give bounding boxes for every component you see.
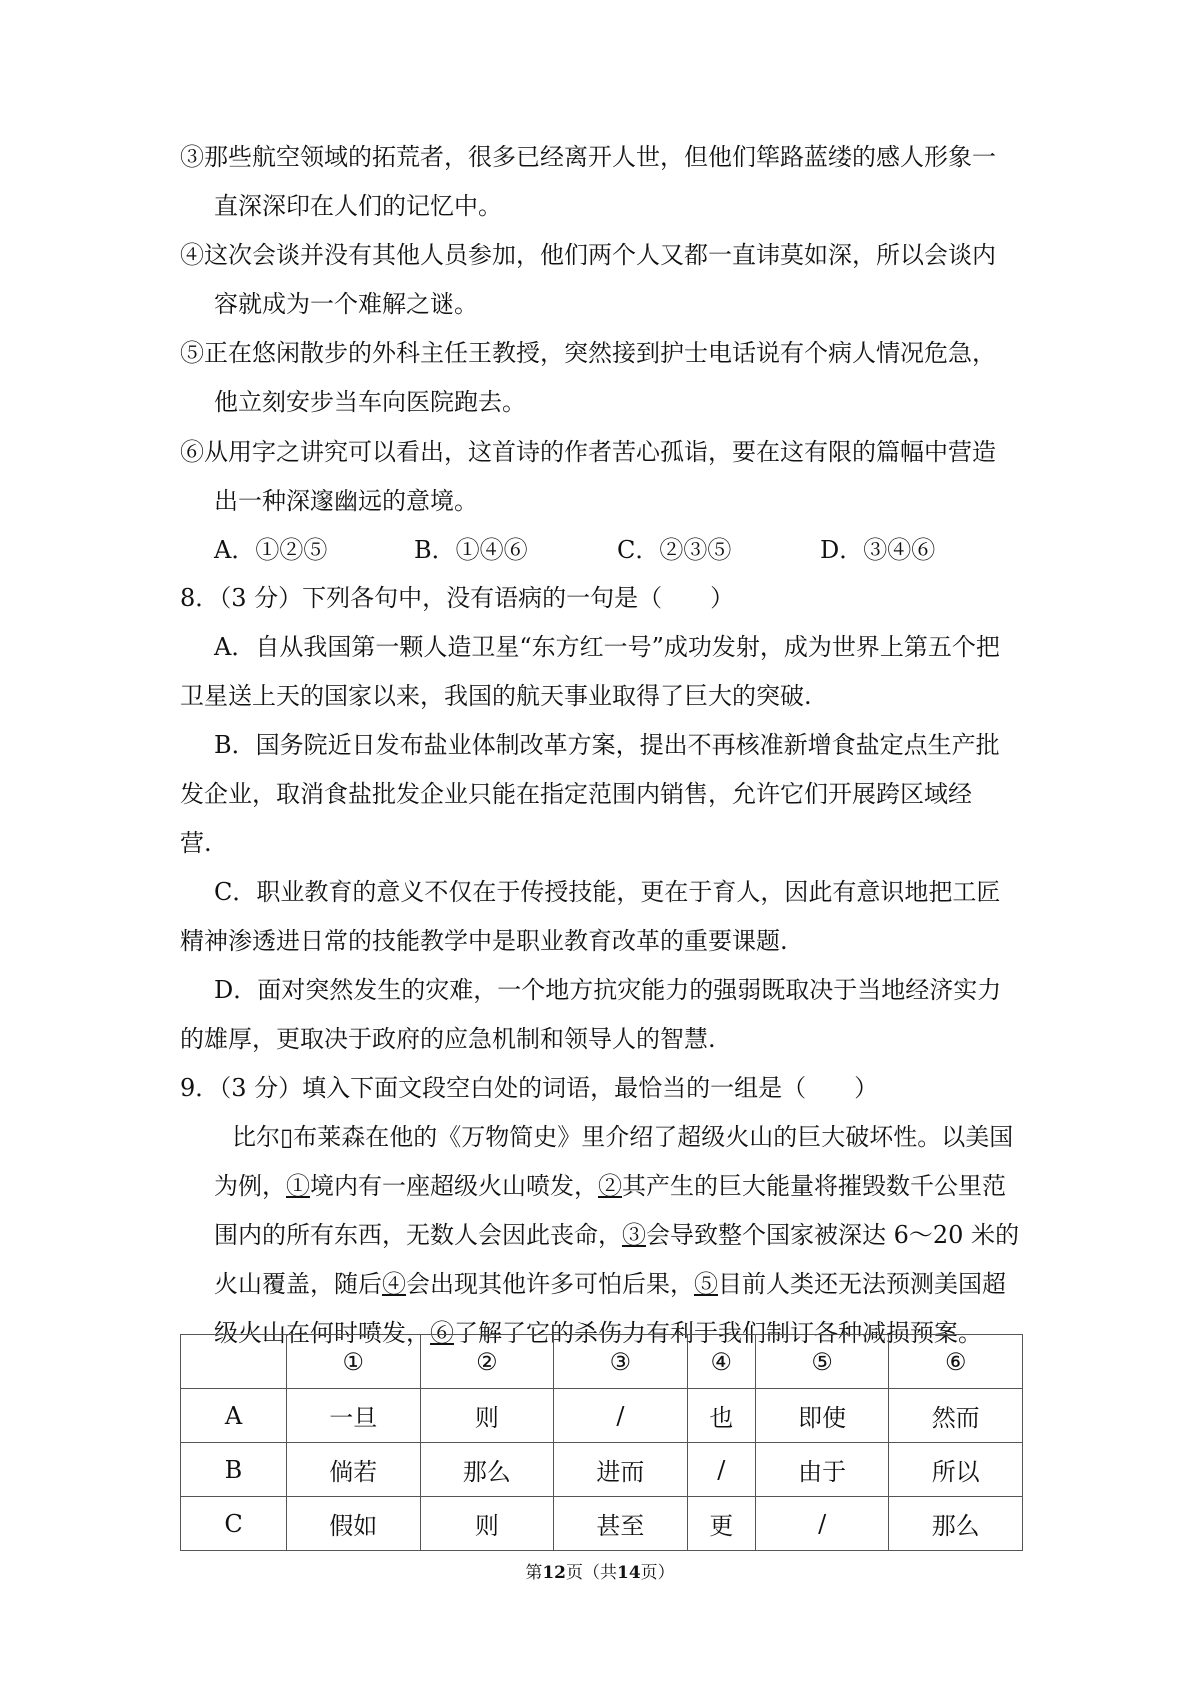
blank-marker-5: ⑤ [694, 1270, 718, 1298]
q9-passage-line2 [214, 1171, 1006, 1201]
q8-option-b-line2: 发企业，取消食盐批发企业只能在指定范围内销售，允许它们开展跨区域经 [180, 780, 972, 808]
q9-text: 了解了它的杀伤力有利于我们制订各种减损预案。 [454, 1319, 982, 1347]
total-pages: 14 [617, 1563, 641, 1583]
q9-text: 其产生的巨大能量将摧毁数千公里范 [622, 1172, 1006, 1200]
table-cell: 进而 [554, 1443, 688, 1497]
q7-option-b: B．①④⑥ [414, 536, 528, 564]
table-cell: 即使 [755, 1389, 889, 1443]
table-cell: ⑤ [755, 1335, 889, 1389]
q9-text: 会导致整个国家被深达 6～20 米的 [646, 1221, 1020, 1249]
table-cell: 那么 [889, 1497, 1023, 1551]
q7-item-5-line1: ⑤正在悠闲散步的外科主任王教授，突然接到护士电话说有个病人情况危急， [180, 339, 996, 367]
q9-text: 火山覆盖，随后 [214, 1270, 382, 1298]
page-number: 12 [542, 1563, 566, 1583]
table-header-row [181, 1335, 1023, 1389]
blank-marker-1: ① [286, 1172, 310, 1200]
blank-marker-2: ② [598, 1172, 622, 1200]
table-cell: ⑥ [889, 1335, 1023, 1389]
footer-text: 页（共 [566, 1563, 617, 1583]
table-row [181, 1389, 1023, 1443]
q8-option-d-line1: D．面对突然发生的灾难，一个地方抗灾能力的强弱既取决于当地经济实力 [214, 976, 1002, 1004]
table-cell [181, 1335, 287, 1389]
table-cell: / [554, 1389, 688, 1443]
q8-option-d-line2: 的雄厚，更取决于政府的应急机制和领导人的智慧. [180, 1025, 716, 1053]
table-cell: 假如 [287, 1497, 421, 1551]
table-cell: / [687, 1443, 755, 1497]
q9-text: 围内的所有东西，无数人会因此丧命， [214, 1221, 622, 1249]
table-cell: ① [287, 1335, 421, 1389]
table-cell: 由于 [755, 1443, 889, 1497]
blank-marker-3: ③ [622, 1221, 646, 1249]
q9-text: 会出现其他许多可怕后果， [406, 1270, 694, 1298]
q9-passage-line3 [214, 1220, 1019, 1250]
q7-item-4-line2: 容就成为一个难解之谜。 [214, 290, 478, 318]
table-cell: 那么 [420, 1443, 554, 1497]
q9-text: 目前人类还无法预测美国超 [718, 1270, 1006, 1298]
table-cell: 所以 [889, 1443, 1023, 1497]
table-row [181, 1497, 1023, 1551]
q7-option-d: D．③④⑥ [820, 536, 936, 564]
table-cell: ④ [687, 1335, 755, 1389]
table-cell: / [755, 1497, 889, 1551]
q9-text: 级火山在何时喷发， [214, 1319, 430, 1347]
table-cell: 然而 [889, 1389, 1023, 1443]
q9-text: 为例， [214, 1172, 286, 1200]
q8-option-a-line1: A．自从我国第一颗人造卫星“东方红一号”成功发射，成为世界上第五个把 [214, 633, 1000, 661]
q7-option-c: C．②③⑤ [617, 536, 732, 564]
page-footer [0, 1558, 1200, 1583]
table-cell: 甚至 [554, 1497, 688, 1551]
q9-answer-table [180, 1334, 1023, 1551]
footer-text: 第 [525, 1563, 543, 1583]
table-cell: B [181, 1443, 287, 1497]
table-cell: ② [420, 1335, 554, 1389]
table-row [181, 1443, 1023, 1497]
q7-item-4-line1: ④这次会谈并没有其他人员参加，他们两个人又都一直讳莫如深，所以会谈内 [180, 241, 996, 269]
q7-item-5-line2: 他立刻安步当车向医院跑去。 [214, 388, 526, 416]
table-cell: 倘若 [287, 1443, 421, 1497]
q8-stem: 8．（3 分）下列各句中，没有语病的一句是（ ） [180, 584, 735, 612]
q8-option-c-line1: C．职业教育的意义不仅在于传授技能，更在于育人，因此有意识地把工匠 [214, 878, 1001, 906]
q7-item-3-line2: 直深深印在人们的记忆中。 [214, 192, 502, 220]
table-cell: A [181, 1389, 287, 1443]
q7-item-3-line1: ③那些航空领域的拓荒者，很多已经离开人世，但他们筚路蓝缕的感人形象一 [180, 143, 996, 171]
q8-option-b-line3: 营. [180, 829, 212, 857]
table-cell: 更 [687, 1497, 755, 1551]
q7-item-6-line1: ⑥从用字之讲究可以看出，这首诗的作者苦心孤诣，要在这有限的篇幅中营造 [180, 438, 996, 466]
q8-option-a-line2: 卫星送上天的国家以来，我国的航天事业取得了巨大的突破. [180, 682, 812, 710]
q9-passage-line4 [214, 1269, 1006, 1299]
footer-text: 页） [640, 1563, 675, 1583]
q8-option-c-line2: 精神渗透进日常的技能教学中是职业教育改革的重要课题. [180, 927, 788, 955]
table-cell: 一旦 [287, 1389, 421, 1443]
table-cell: 则 [420, 1389, 554, 1443]
table-cell: 则 [420, 1497, 554, 1551]
table-cell: ③ [554, 1335, 688, 1389]
table-cell: C [181, 1497, 287, 1551]
q7-option-a: A．①②⑤ [214, 536, 328, 564]
blank-marker-6: ⑥ [430, 1319, 454, 1347]
blank-marker-4: ④ [382, 1270, 406, 1298]
q9-passage-line1: 比尔▯布莱森在他的《万物简史》里介绍了超级火山的巨大破坏性。以美国 [232, 1123, 1014, 1151]
q9-stem: 9．（3 分）填入下面文段空白处的词语，最恰当的一组是（ ） [180, 1074, 879, 1102]
table-cell: 也 [687, 1389, 755, 1443]
q7-item-6-line2: 出一种深邃幽远的意境。 [214, 487, 478, 515]
q8-option-b-line1: B．国务院近日发布盐业体制改革方案，提出不再核准新增食盐定点生产批 [214, 731, 1000, 759]
q9-text: 境内有一座超级火山喷发， [310, 1172, 598, 1200]
